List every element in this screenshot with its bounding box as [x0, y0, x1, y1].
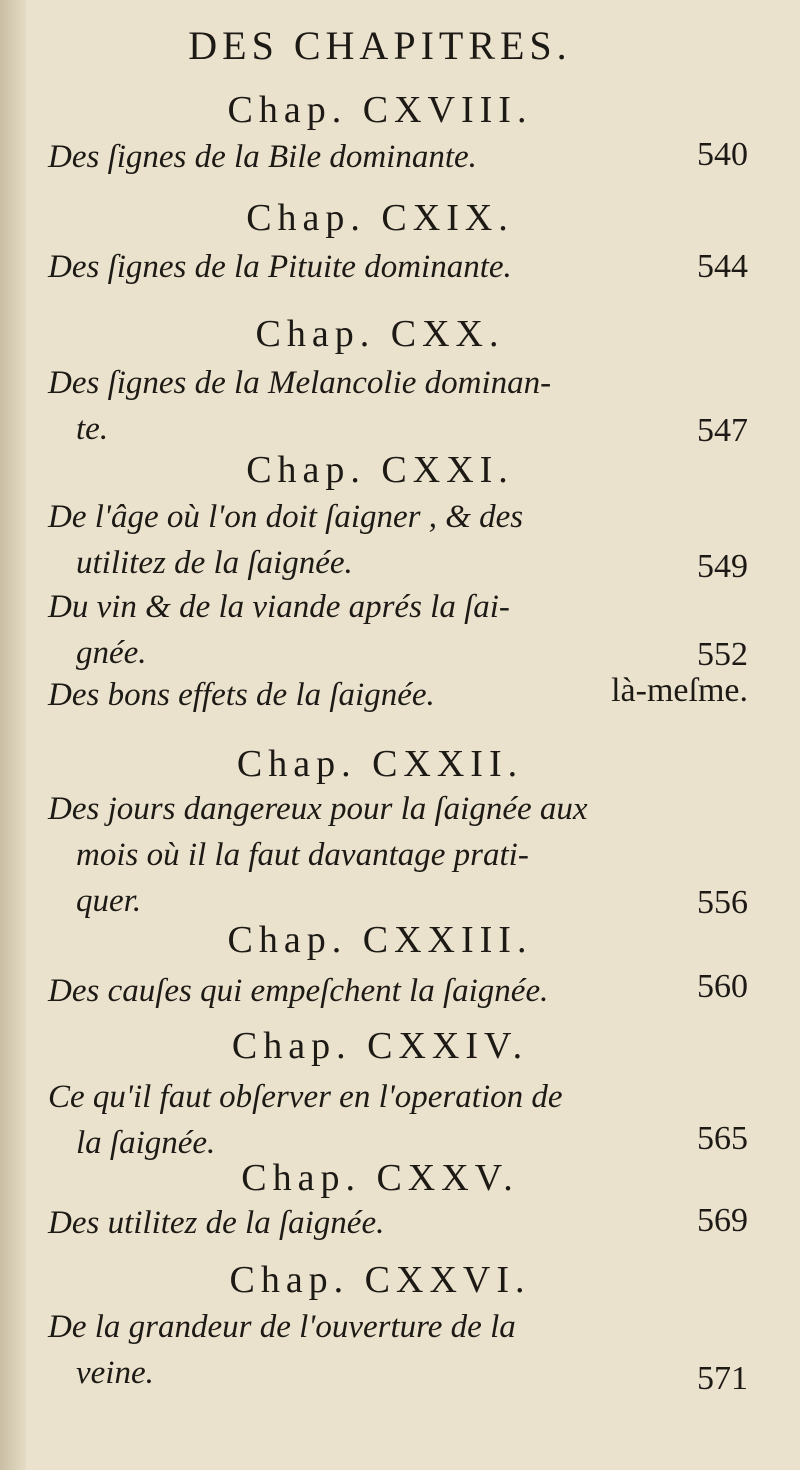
page-number: 569 — [697, 1202, 748, 1239]
page-number: 556 — [697, 884, 748, 921]
page-number: là-meſme. — [611, 672, 748, 709]
page-number: 544 — [697, 248, 748, 285]
entry-line: gnée. — [76, 635, 147, 671]
entry-line: la ſaignée. — [76, 1125, 216, 1161]
page-number: 540 — [697, 136, 748, 173]
chapter-heading: Chap. CXX. — [255, 313, 505, 355]
entry-line: mois où il la faut davantage prati- — [76, 837, 529, 873]
entry-line: De l'âge où l'on doit ſaigner , & des — [48, 499, 524, 535]
entry-line: te. — [76, 411, 109, 447]
entry-line: Ce qu'il faut obſerver en l'operation de — [48, 1079, 563, 1115]
chapter-heading: Chap. CXIX. — [246, 197, 514, 239]
entry-line: Des cauſes qui empeſchent la ſaignée. — [48, 973, 549, 1009]
entry-line: veine. — [76, 1355, 154, 1391]
chapter-heading: Chap. CXXI. — [246, 449, 514, 491]
page-number: 560 — [697, 968, 748, 1005]
entry-line: Des ſignes de la Melancolie dominan- — [48, 365, 552, 401]
chapter-heading: Chap. CXXII. — [236, 743, 524, 785]
chapter-heading: Chap. CXXIII. — [227, 919, 533, 961]
entry-line: utilitez de la ſaignée. — [76, 545, 353, 581]
entry-line: Des jours dangereux pour la ſaignée aux — [48, 791, 588, 827]
page-number: 552 — [697, 636, 748, 673]
entry-line: Du vin & de la viande aprés la ſai- — [48, 589, 510, 625]
entry-line: De la grandeur de l'ouverture de la — [48, 1309, 516, 1345]
entry-line: Des bons effets de la ſaignée. — [48, 677, 435, 713]
page-number: 565 — [697, 1120, 748, 1157]
chapter-heading: Chap. CXXIV. — [231, 1025, 529, 1067]
entry-line: Des ſignes de la Pituite dominante. — [48, 249, 512, 285]
chapter-heading: Chap. CXVIII. — [227, 89, 533, 131]
chapter-heading: Chap. CXXV. — [241, 1157, 519, 1199]
page-number: 571 — [697, 1360, 748, 1397]
entry-line: Des ſignes de la Bile dominante. — [48, 139, 477, 175]
running-head: DES CHAPITRES. — [188, 23, 572, 68]
page-number: 547 — [697, 412, 748, 449]
page-number: 549 — [697, 548, 748, 585]
entry-line: quer. — [76, 883, 142, 919]
chapter-heading: Chap. CXXVI. — [229, 1259, 531, 1301]
entry-line: Des utilitez de la ſaignée. — [48, 1205, 385, 1241]
